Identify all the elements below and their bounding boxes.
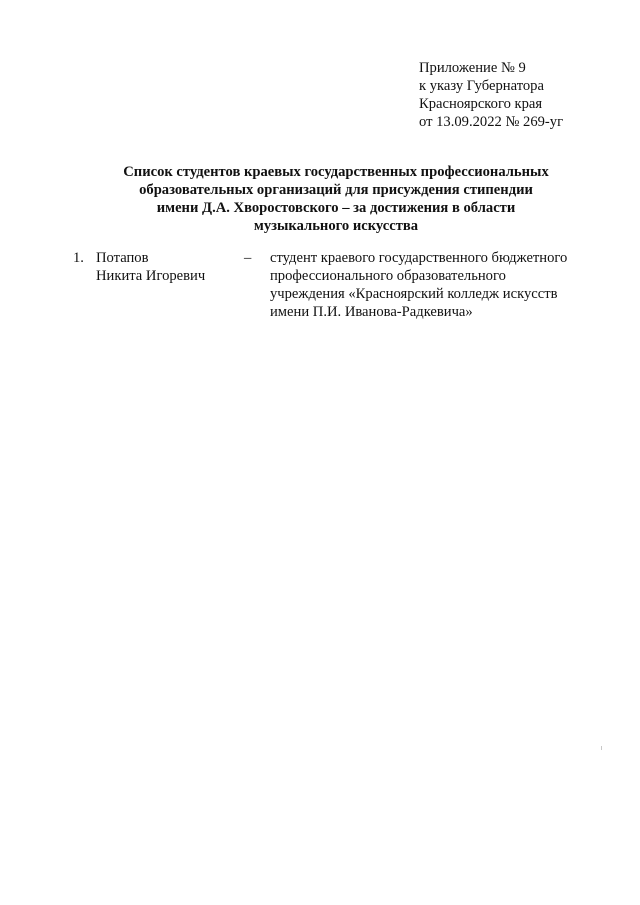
entry-dash: – [244,250,252,266]
description-line: учреждения «Красноярский колледж искусств [270,286,558,302]
appendix-line: к указу Губернатора [419,78,544,94]
document-title [60,163,612,235]
appendix-header [419,59,629,131]
student-surname: Потапов [96,250,149,266]
appendix-line: Красноярского края [419,96,543,112]
description-line: имени П.И. Иванова-Радкевича» [270,304,473,320]
title-line: имени Д.А. Хворостовского – за достижения в области [156,200,516,216]
title-line: музыкального искусства [253,218,419,234]
description-line: профессионального образовательного [270,268,506,284]
entry-number: 1. [73,250,84,266]
scan-speck [601,746,602,750]
title-line: образовательных организаций для присуждения стипендии [139,182,533,198]
description-line: студент краевого государственного бюджетного [270,250,568,266]
appendix-line: от 13.09.2022 № 269-уг [419,114,564,130]
appendix-line: Приложение № 9 [419,60,526,76]
student-name [96,249,205,285]
student-description [270,249,600,321]
student-given-names: Никита Игоревич [96,268,206,284]
title-line: Список студентов краевых государственных профессиональных [123,164,549,180]
